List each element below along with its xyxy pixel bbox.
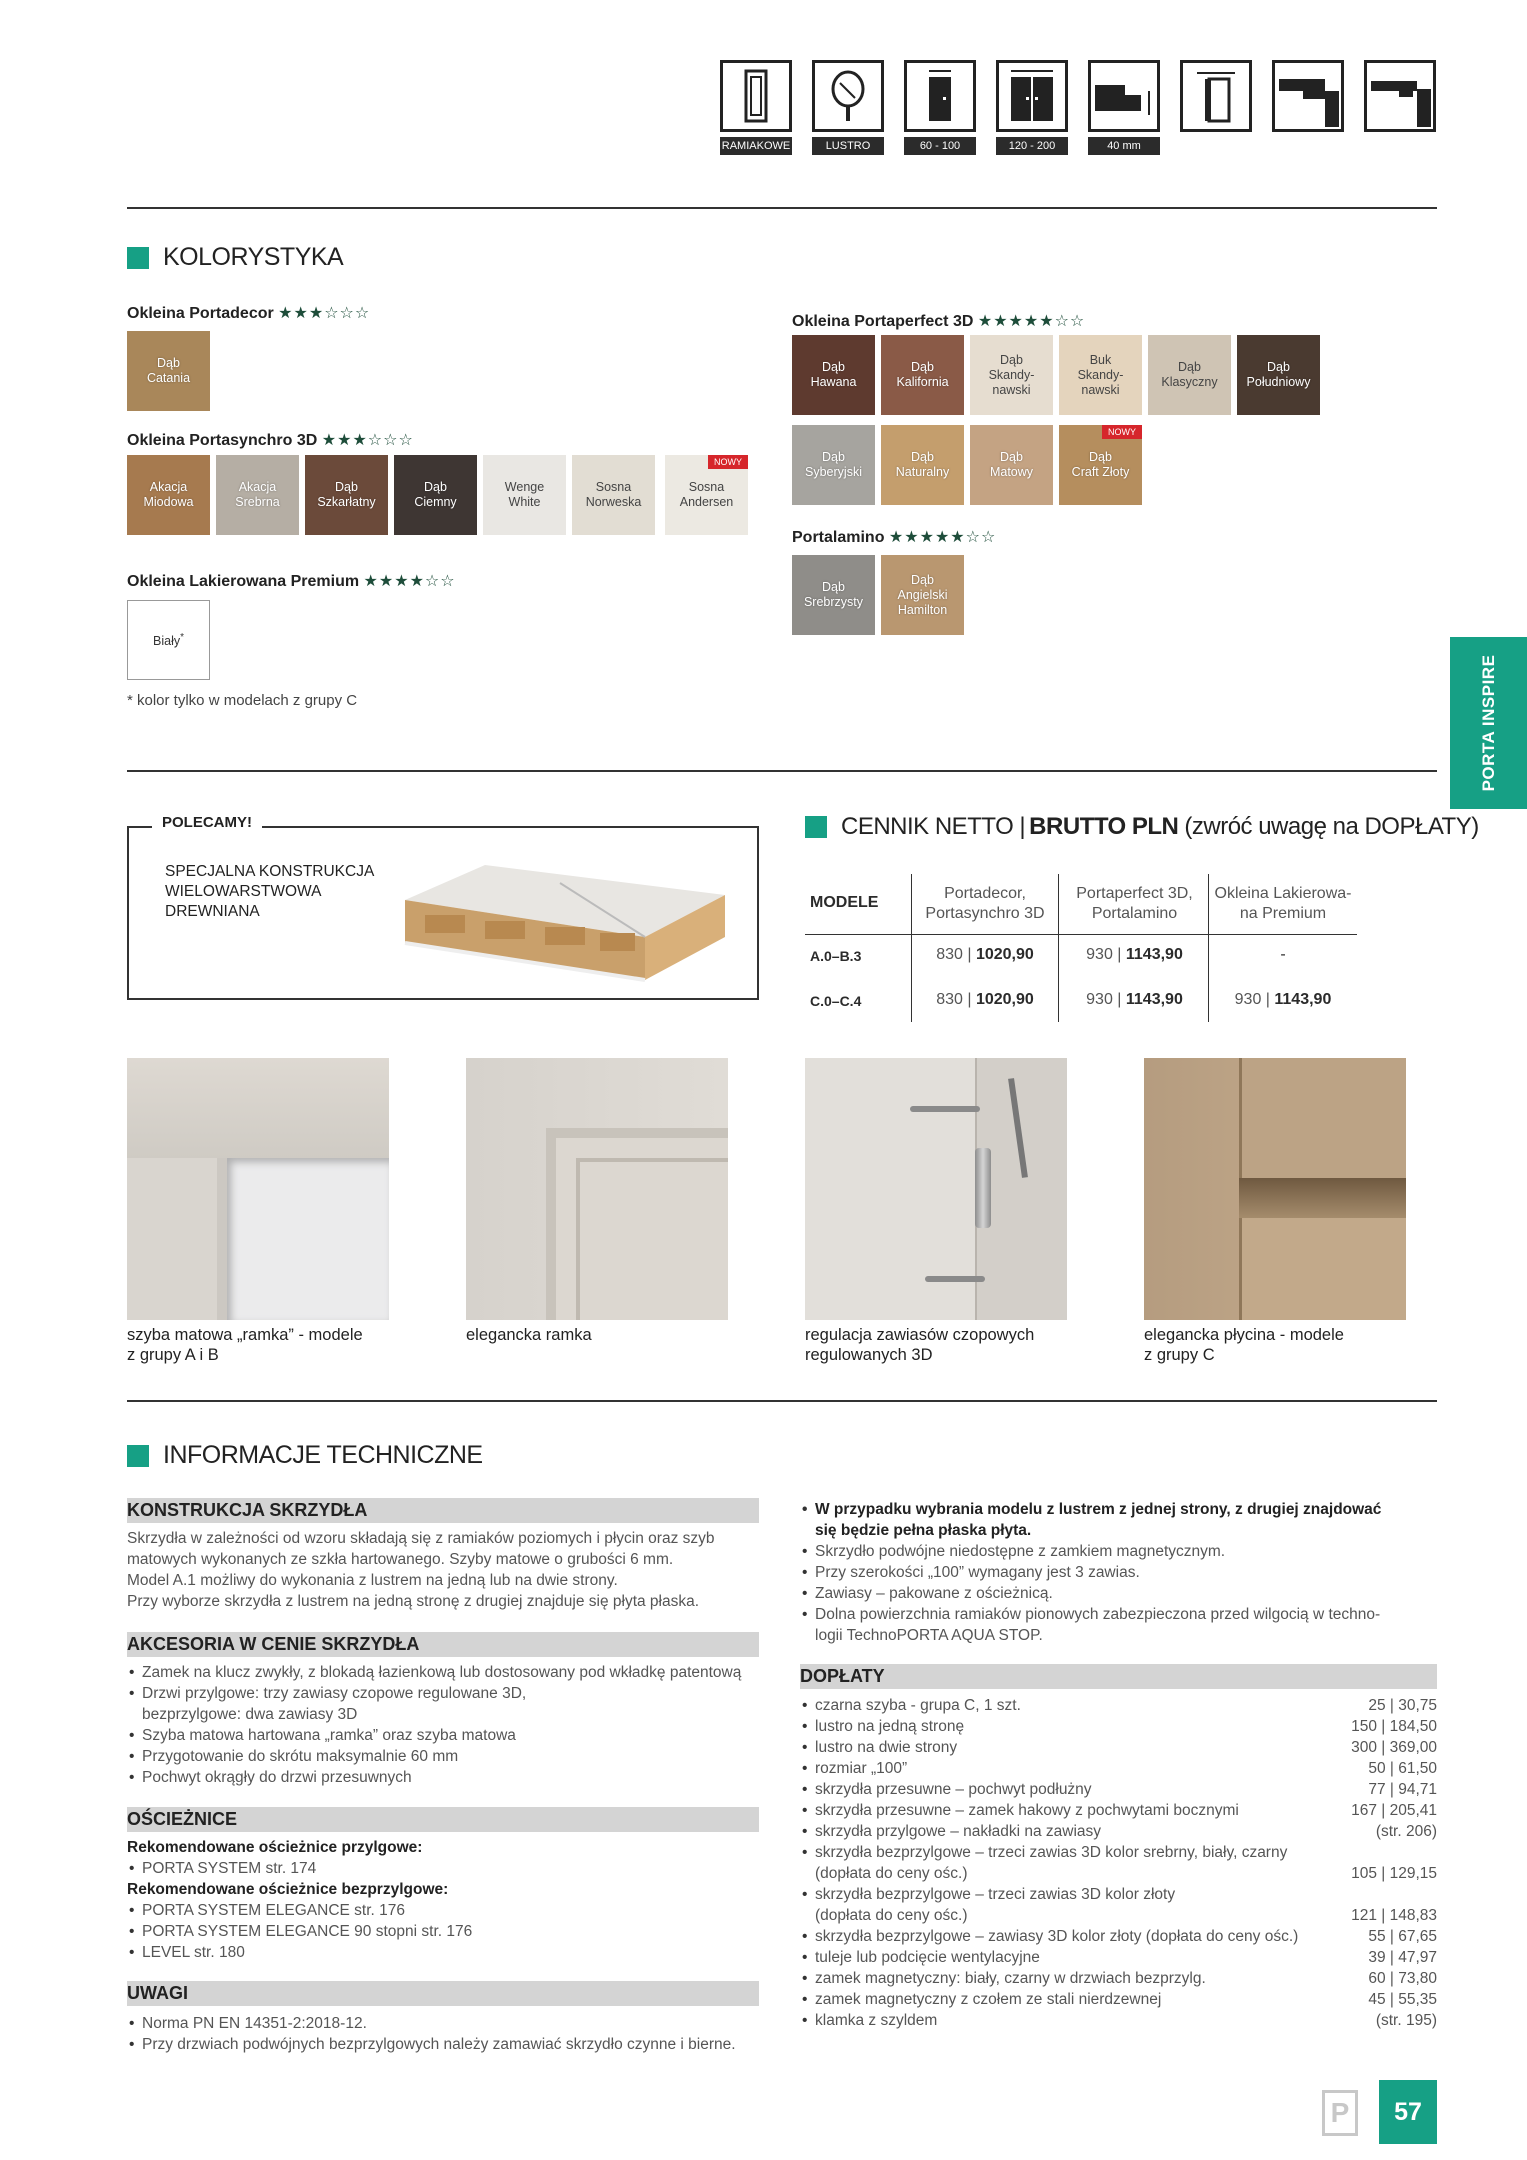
list-item: • Przygotowanie do skrótu maksymalnie 60 mm — [127, 1746, 759, 1767]
swatch-dab-matowy[interactable]: Dąb Matowy — [970, 425, 1053, 505]
photo-regulacja-zawiasow — [805, 1058, 1067, 1320]
list-item: • Szyba matowa hartowana „ramka” oraz szyba matowa — [127, 1725, 759, 1746]
list-item: • PORTA SYSTEM ELEGANCE 90 stopni str. 176 — [127, 1921, 759, 1942]
surcharge-row: • tuleje lub podcięcie wentylacyjne 39 | 47,97 — [800, 1947, 1437, 1968]
recommend-text: SPECJALNA KONSTRUKCJA WIELOWARSTWOWA DREWNIANA — [165, 863, 375, 920]
list-item: • Przy drzwiach podwójnych bezprzylgowych należy zamawiać skrzydło czynne i bierne. — [127, 2034, 767, 2055]
col-header-3: Okleina Lakierowa- na Premium — [1214, 885, 1352, 922]
swatch-sosna-andersen[interactable]: NOWY Sosna Andersen — [665, 455, 748, 535]
table-vline — [1058, 874, 1059, 1022]
swatch-dab-klasyczny[interactable]: Dąb Klasyczny — [1148, 335, 1231, 415]
section-square-icon — [805, 816, 827, 838]
swatch-dab-angielski-hamilton[interactable]: Dąb Angielski Hamilton — [881, 555, 964, 635]
mirror-icon — [812, 60, 884, 132]
price-cell: - — [1280, 946, 1286, 963]
surcharge-row: • skrzydła przesuwne – pochwyt podłużny 77 | 94,71 — [800, 1779, 1437, 1800]
new-badge: NOWY — [1102, 425, 1142, 439]
line-title-portasynchro: Okleina Portasynchro 3D ★★★☆☆☆ — [127, 432, 414, 449]
list-item: • PORTA SYSTEM ELEGANCE str. 176 — [127, 1900, 759, 1921]
section-title-cennik: CENNIK NETTO | BRUTTO PLN (zwróć uwagę na DOPŁATY) — [805, 813, 1479, 841]
oscieznice-text: Rekomendowane ościeżnice przylgowe: • PORTA SYSTEM str. 174 Rekomendowane ościeżnice bezprzylgowe: • PORTA SYSTEM ELEGANCE str. 176 • PORTA SYSTEM ELEGANCE 90 stopni str. 176 • LEVEL str. 180 — [127, 1837, 759, 1963]
frame-door-icon — [720, 60, 792, 132]
divider — [127, 1400, 1437, 1402]
list-item-cont: bezprzylgowe: dwa zawiasy 3D — [142, 1706, 358, 1723]
head-doplaty: DOPŁATY — [800, 1664, 1437, 1689]
col-header-1: Portadecor, Portasynchro 3D — [925, 885, 1045, 922]
list-item: • LEVEL str. 180 — [127, 1942, 759, 1963]
list-item: • Dolna powierzchnia ramiaków pionowych zabezpieczona przed wilgocią w techno- — [800, 1604, 1437, 1625]
price-cell: 930 | 1143,90 — [1234, 991, 1332, 1008]
surcharge-row: • klamka z szyldem (str. 195) — [800, 2010, 1437, 2031]
table-rule — [805, 934, 1357, 935]
photo-elegancka-ramka — [466, 1058, 728, 1320]
surcharge-row: • czarna szyba - grupa C, 1 szt. 25 | 30,75 — [800, 1695, 1437, 1716]
icon-label-120-200: 120 - 200 — [996, 137, 1068, 155]
single-door-width-icon — [904, 60, 976, 132]
swatch-akacja-miodowa[interactable]: Akacja Miodowa — [127, 455, 210, 535]
list-item: • PORTA SYSTEM str. 174 — [127, 1858, 759, 1879]
page-number: 57 — [1379, 2080, 1437, 2144]
swatch-dab-catania[interactable]: Dąb Catania — [127, 331, 210, 411]
icon-label-lustro: LUSTRO — [812, 137, 884, 155]
price-cell: 930 | 1143,90 — [1086, 946, 1183, 963]
stars-rating: ★★★★★☆☆ — [977, 313, 1086, 330]
section-square-icon — [127, 1445, 149, 1467]
swatch-dab-kalifornia[interactable]: Dąb Kalifornia — [881, 335, 964, 415]
surcharge-row: • zamek magnetyczny z czołem ze stali nierdzewnej 45 | 55,35 — [800, 1989, 1437, 2010]
swatch-bialy[interactable]: Biały* — [127, 600, 210, 680]
line-title-lakierowana: Okleina Lakierowana Premium ★★★★☆☆ — [127, 573, 456, 590]
akcesoria-list — [127, 1662, 759, 1788]
col-header-2: Portaperfect 3D, Portalamino — [1076, 885, 1193, 922]
row-model: C.0–C.4 — [810, 993, 862, 1009]
price-cell: 830 | 1020,90 — [936, 946, 1034, 963]
color-note: * kolor tylko w modelach z grupy C — [127, 692, 358, 709]
section-title-kolorystyka: KOLORYSTYKA — [127, 243, 343, 272]
new-badge: NOWY — [708, 455, 748, 469]
swatch-wenge-white[interactable]: Wenge White — [483, 455, 566, 535]
side-tab-porta-inspire: PORTA INSPIRE — [1450, 637, 1527, 809]
head-uwagi: UWAGI — [127, 1981, 759, 2006]
swatch-dab-skandynawski[interactable]: Dąb Skandy- nawski — [970, 335, 1053, 415]
surcharge-row: • skrzydła bezprzylgowe – trzeci zawias 3D kolor złoty (dopłata do ceny ośc.) 121 | 148,83 — [800, 1884, 1437, 1926]
photo-caption: elegancka ramka — [466, 1326, 592, 1344]
door-cross-section-image — [395, 845, 735, 985]
surcharge-row: • skrzydła bezprzylgowe – trzeci zawias 3D kolor srebrny, biały, czarny (dopłata do ceny ośc.) 105 | 129,15 — [800, 1842, 1437, 1884]
surcharge-row: • skrzydła przesuwne – zamek hakowy z pochwytami bocznymi 167 | 205,41 — [800, 1800, 1437, 1821]
sliding-door-icon — [1180, 60, 1252, 132]
section-title-informacje: INFORMACJE TECHNICZNE — [127, 1441, 483, 1470]
frame-step-icon — [1272, 60, 1344, 132]
right-notes: • W przypadku wybrania modelu z lustrem z jednej strony, z drugiej znajdować się będzie pełna płaska płyta. • Skrzydło podwójne niedostępne z zamkiem magnetycznym. • Przy szerokości „100” wymagany jest 3 zawias. • Zawiasy – pakowane z ościeżnicą. • Dolna powierzchnia ramiaków pionowych zabezpieczona przed wilgocią w techno- logii TechnoPORTA AQUA STOP. — [800, 1499, 1437, 1646]
photo-caption: elegancka płycina - modele z grupy C — [1144, 1326, 1344, 1364]
stars-rating: ★★★★☆☆ — [363, 573, 456, 590]
icon-label-60-100: 60 - 100 — [904, 137, 976, 155]
photo-szyba-ramka — [127, 1058, 389, 1320]
photo-elegancka-plycina — [1144, 1058, 1406, 1320]
head-konstrukcja: KONSTRUKCJA SKRZYDŁA — [127, 1498, 759, 1523]
line-title-portaperfect: Okleina Portaperfect 3D ★★★★★☆☆ — [792, 313, 1086, 330]
surcharge-row: • rozmiar „100” 50 | 61,50 — [800, 1758, 1437, 1779]
divider — [127, 770, 1437, 772]
stars-rating: ★★★☆☆☆ — [278, 305, 371, 322]
thickness-icon — [1088, 60, 1160, 132]
section-square-icon — [127, 247, 149, 269]
surcharge-row: • lustro na dwie strony 300 | 369,00 — [800, 1737, 1437, 1758]
photo-caption: szyba matowa „ramka” - modele z grupy A i B — [127, 1326, 363, 1364]
icon-label-ramiakowe: RAMIAKOWE — [720, 137, 792, 155]
recommend-label: POLECAMY! — [152, 814, 262, 831]
surcharge-row: • skrzydła bezprzylgowe – zawiasy 3D kolor złoty (dopłata do ceny ośc.) 55 | 67,65 — [800, 1926, 1437, 1947]
list-item: • Przy szerokości „100” wymagany jest 3 zawias. — [800, 1562, 1437, 1583]
swatch-dab-srebrzysty[interactable]: Dąb Srebrzysty — [792, 555, 875, 635]
head-akcesoria: AKCESORIA W CENIE SKRZYDŁA — [127, 1632, 759, 1657]
swatch-akacja-srebrna[interactable]: Akacja Srebrna — [216, 455, 299, 535]
swatch-buk-skandynawski[interactable]: Buk Skandy- nawski — [1059, 335, 1142, 415]
doplaty-list — [800, 1695, 1437, 2031]
price-cell: 930 | 1143,90 — [1086, 991, 1183, 1008]
list-item: • Drzwi przylgowe: trzy zawiasy czopowe regulowane 3D, — [127, 1683, 759, 1704]
swatch-dab-poludniowy[interactable]: Dąb Południowy — [1237, 335, 1320, 415]
surcharge-row: • lustro na jedną stronę 150 | 184,50 — [800, 1716, 1437, 1737]
photo-caption: regulacja zawiasów czopowych regulowanych 3D — [805, 1326, 1035, 1364]
col-header-models: MODELE — [810, 894, 879, 911]
swatch-dab-hawana[interactable]: Dąb Hawana — [792, 335, 875, 415]
swatch-dab-syberyjski[interactable]: Dąb Syberyjski — [792, 425, 875, 505]
list-item: • Norma PN EN 14351-2:2018-12. — [127, 2013, 767, 2034]
list-item-bold: • W przypadku wybrania modelu z lustrem z jednej strony, z drugiej znajdować się będzie pełna płaska płyta. — [800, 1499, 1437, 1541]
konstrukcja-text: Skrzydła w zależności od wzoru składają się z ramiaków poziomych i płycin oraz szyb matowych wykonanych ze szkła hartowanego. Szyby matowe o grubości 6 mm. Model A.1 możliwy do wykonania z lustrem na jedną lub na dwie strony. Przy wyborze skrzydła z lustrem na jedną stronę z drugiej znajduje się płyta płaska. — [127, 1530, 715, 1610]
stars-rating: ★★★★★☆☆ — [888, 529, 997, 546]
divider — [127, 207, 1437, 209]
swatch-dab-ciemny[interactable]: Dąb Ciemny — [394, 455, 477, 535]
list-item: • Pochwyt okrągły do drzwi przesuwnych — [127, 1767, 759, 1788]
uwagi-list — [127, 2013, 767, 2055]
swatch-dab-naturalny[interactable]: Dąb Naturalny — [881, 425, 964, 505]
line-title-portadecor: Okleina Portadecor ★★★☆☆☆ — [127, 305, 371, 322]
frame-recess-icon — [1364, 60, 1436, 132]
porta-logo-icon: P — [1322, 2090, 1358, 2136]
surcharge-row: • skrzydła przylgowe – nakładki na zawiasy (str. 206) — [800, 1821, 1437, 1842]
table-vline — [911, 874, 912, 1022]
list-item: • Zamek na klucz zwykły, z blokadą łazienkową lub dostosowany pod wkładkę patentową — [127, 1662, 759, 1683]
swatch-sosna-norweska[interactable]: Sosna Norweska — [572, 455, 655, 535]
stars-rating: ★★★☆☆☆ — [321, 432, 414, 449]
head-oscieznice: OŚCIEŻNICE — [127, 1807, 759, 1832]
line-title-portalamino: Portalamino ★★★★★☆☆ — [792, 529, 997, 546]
swatch-dab-craft-zloty[interactable]: NOWY Dąb Craft Złoty — [1059, 425, 1142, 505]
list-item: • Skrzydło podwójne niedostępne z zamkiem magnetycznym. — [800, 1541, 1437, 1562]
swatch-dab-szkarlatny[interactable]: Dąb Szkarłatny — [305, 455, 388, 535]
icon-label-40mm: 40 mm — [1088, 137, 1160, 155]
double-door-width-icon — [996, 60, 1068, 132]
price-cell: 830 | 1020,90 — [936, 991, 1034, 1008]
list-item: • Zawiasy – pakowane z ościeżnicą. — [800, 1583, 1437, 1604]
row-model: A.0–B.3 — [810, 948, 862, 964]
surcharge-row: • zamek magnetyczny: biały, czarny w drzwiach bezprzylg. 60 | 73,80 — [800, 1968, 1437, 1989]
